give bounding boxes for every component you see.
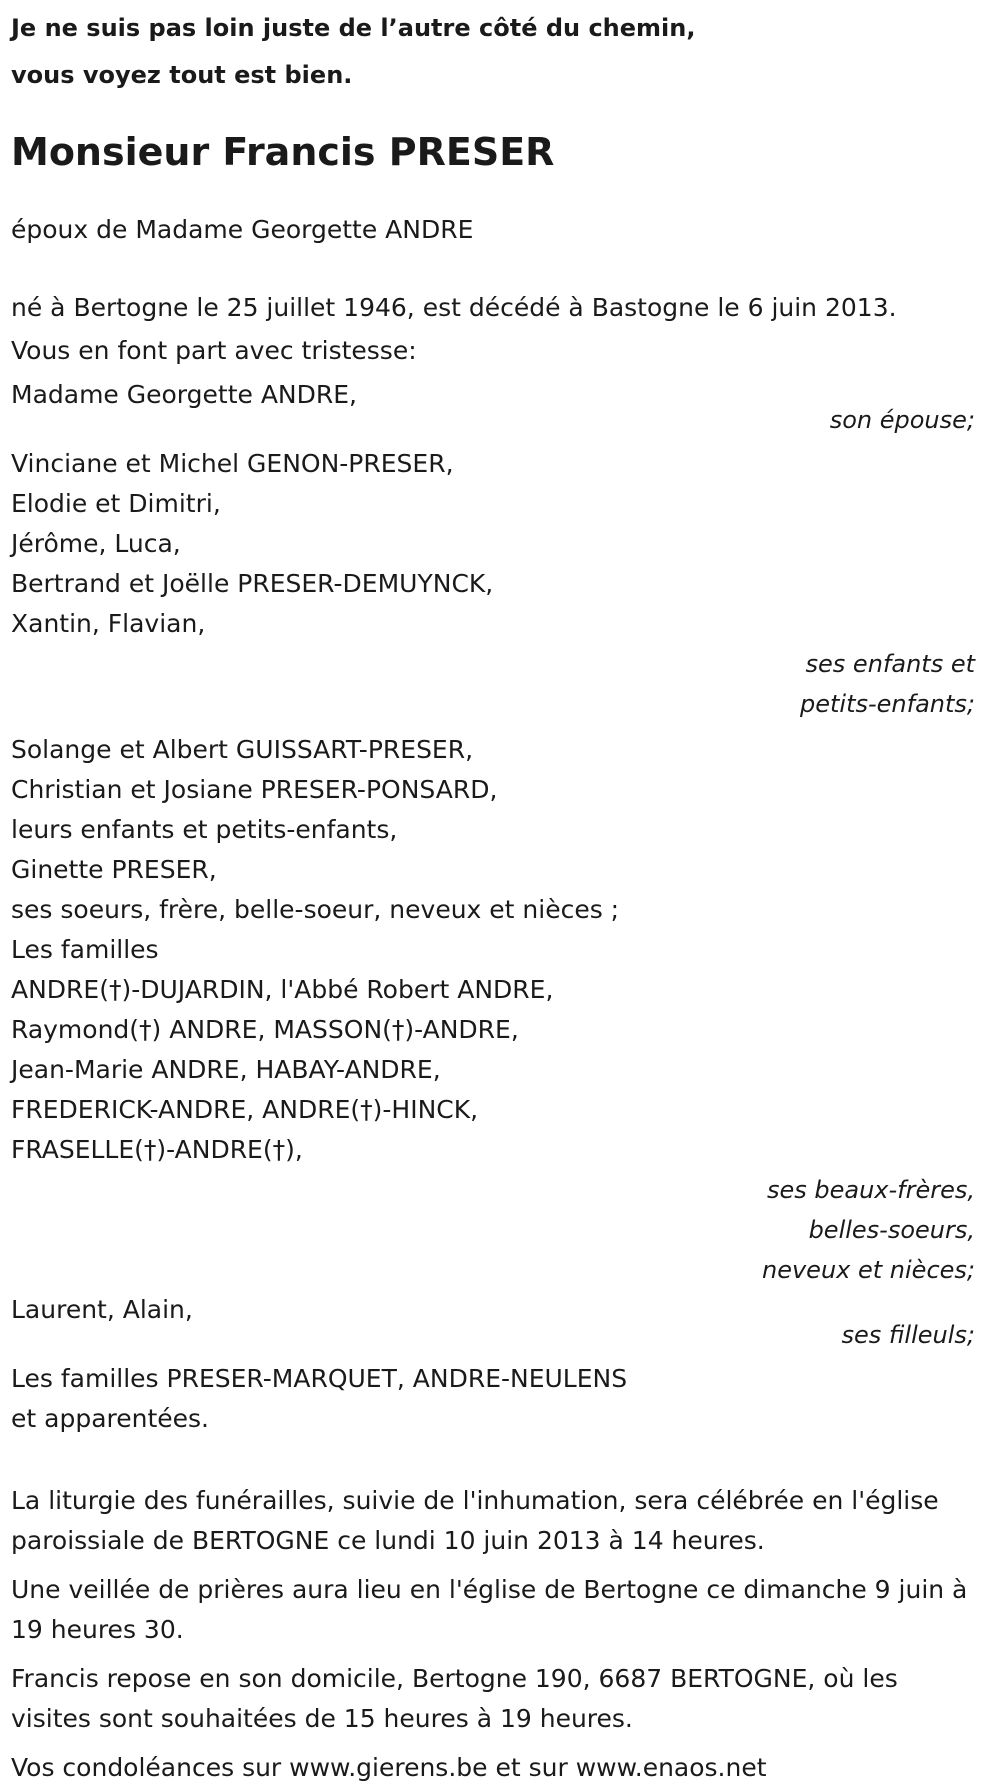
family-line: Christian et Josiane PRESER-PONSARD,	[11, 775, 498, 804]
family-group-children	[11, 444, 989, 724]
intro-line-1: Je ne suis pas loin juste de l’autre côté du chemin,	[11, 14, 696, 42]
family-line: Elodie et Dimitri,	[11, 489, 221, 518]
relation-label: son épouse;	[829, 406, 975, 434]
family-group-siblings	[11, 730, 989, 1290]
family-line: ses soeurs, frère, belle-soeur, neveux et nièces ;	[11, 895, 620, 924]
intro-line-2: vous voyez tout est bien.	[11, 61, 353, 89]
intro-quote	[11, 0, 989, 100]
family-line: Vinciane et Michel GENON-PRESER,	[11, 449, 454, 478]
deceased-name: Monsieur Francis PRESER	[11, 130, 555, 174]
family-line: FREDERICK-ANDRE, ANDRE(†)-HINCK,	[11, 1095, 479, 1124]
family-group-godchildren	[11, 1290, 989, 1355]
family-line: ANDRE(†)-DUJARDIN, l'Abbé Robert ANDRE,	[11, 975, 554, 1004]
spouse-line: époux de Madame Georgette ANDRE	[11, 215, 474, 244]
family-line: Raymond(†) ANDRE, MASSON(†)-ANDRE,	[11, 1015, 519, 1044]
relation-label: belles-soeurs,	[808, 1216, 975, 1244]
birth-death-line: né à Bertogne le 25 juillet 1946, est décédé à Bastogne le 6 juin 2013.	[11, 293, 897, 322]
relation-label: ses enfants et	[805, 650, 975, 678]
vigil-paragraph: Une veillée de prières aura lieu en l'église de Bertogne ce dimanche 9 juin à 19 heures 30.	[11, 1575, 968, 1644]
family-line: Bertrand et Joëlle PRESER-DEMUYNCK,	[11, 569, 494, 598]
condolences-paragraph: Vos condoléances sur www.gierens.be et sur www.enaos.net	[11, 1753, 767, 1782]
rest-paragraph: Francis repose en son domicile, Bertogne 190, 6687 BERTOGNE, où les visites sont souhaitées de 15 heures à 19 heures.	[11, 1664, 898, 1733]
family-group-spouse	[11, 375, 989, 440]
family-group-related	[11, 1359, 989, 1439]
family-line: leurs enfants et petits-enfants,	[11, 815, 398, 844]
relation-label: ses beaux-frères,	[766, 1176, 975, 1204]
family-line: Les familles	[11, 935, 159, 964]
family-line: Jean-Marie ANDRE, HABAY-ANDRE,	[11, 1055, 441, 1084]
announcement-line: Vous en font part avec tristesse:	[11, 336, 417, 365]
funeral-paragraph: La liturgie des funérailles, suivie de l'inhumation, sera célébrée en l'église paroissiale de BERTOGNE ce lundi 10 juin 2013 à 14 heures.	[11, 1486, 939, 1555]
relation-label: neveux et nièces;	[762, 1256, 975, 1284]
family-line: Ginette PRESER,	[11, 855, 217, 884]
family-line: Les familles PRESER-MARQUET, ANDRE-NEULENS	[11, 1364, 628, 1393]
family-line: Laurent, Alain,	[11, 1295, 193, 1324]
family-line: Jérôme, Luca,	[11, 529, 181, 558]
family-line: Madame Georgette ANDRE,	[11, 380, 357, 409]
family-line: Solange et Albert GUISSART-PRESER,	[11, 735, 474, 764]
relation-label: ses filleuls;	[841, 1321, 975, 1349]
family-line: Xantin, Flavian,	[11, 609, 206, 638]
relation-label: petits-enfants;	[800, 690, 975, 718]
family-line: et apparentées.	[11, 1404, 209, 1433]
family-line: FRASELLE(†)-ANDRE(†),	[11, 1135, 303, 1164]
